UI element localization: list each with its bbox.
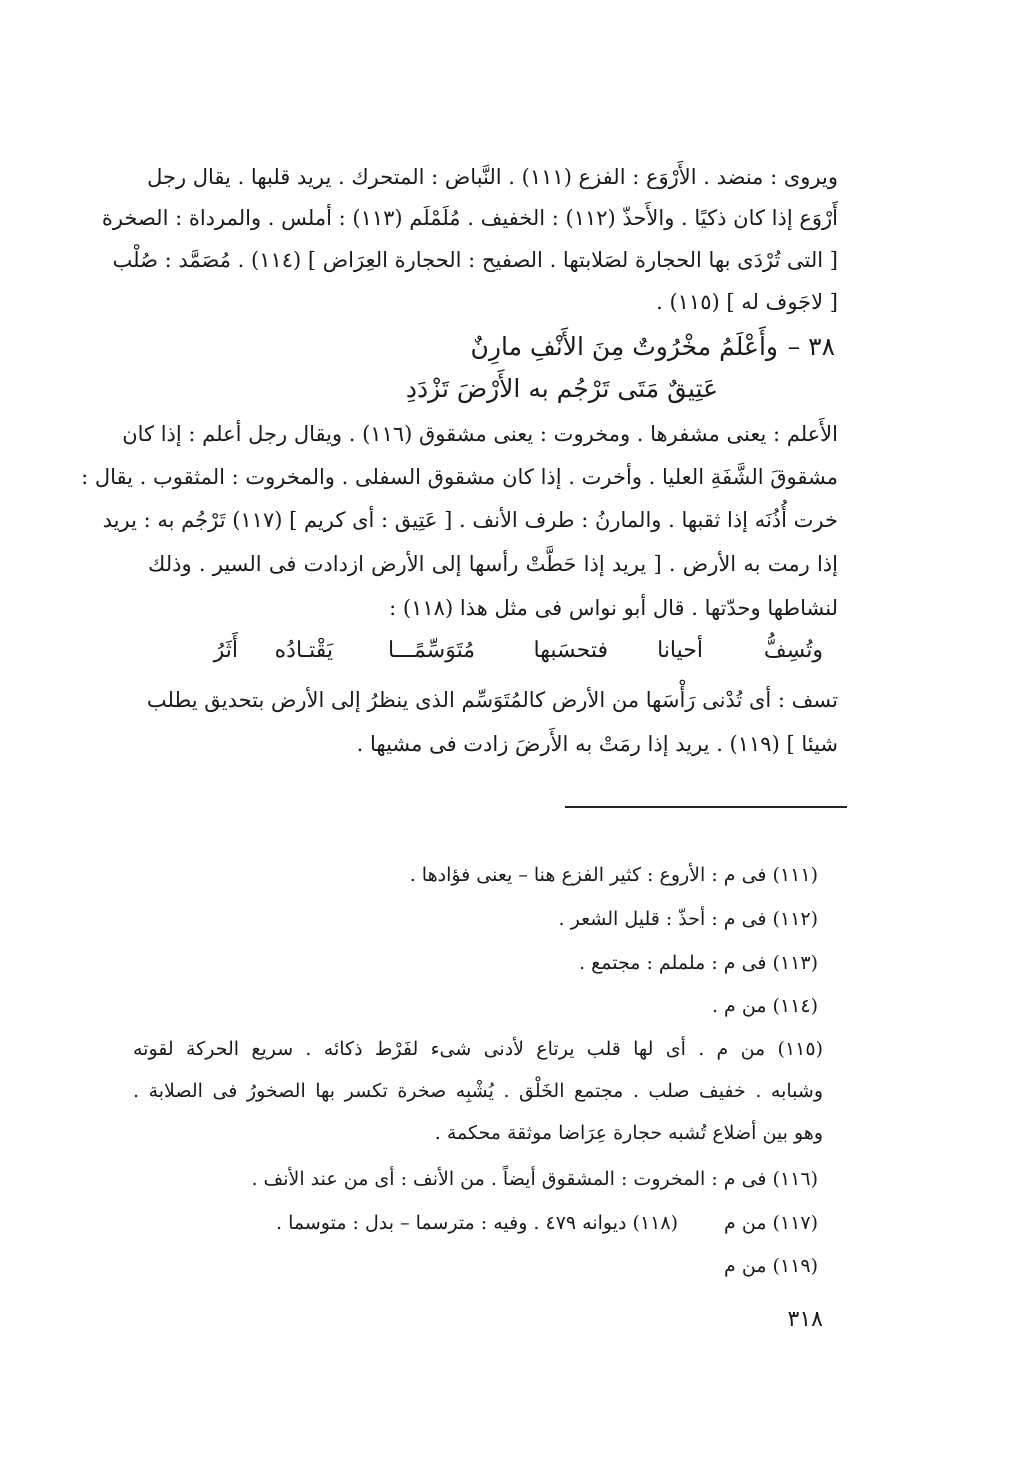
footnote-117: (١١٧) من م (724, 1212, 818, 1234)
footnote-114: (١١٤) من م . (711, 995, 818, 1017)
commentary-line-4: إذا رمت به الأرض . [ يريد إذا حَطَّتْ رأسها إلى الأرض ازدادت فى السير . وذلك (148, 552, 838, 576)
verse-number: ٣٨ – (787, 332, 835, 361)
footnote-separator (565, 806, 847, 808)
footnote-118: (١١٨) ديوانه ٤٧٩ . وفيه : مترسما – بدل : متوسما . (276, 1212, 678, 1234)
footnote-113: (١١٣) فى م : ململم : مجتمع . (579, 952, 818, 974)
quoted-verse-word-6: أَثَرُ (213, 638, 238, 663)
footnote-119: (١١٩) من م (724, 1255, 818, 1277)
footnote-116: (١١٦) فى م : المخروت : المشقوق أيضاً . من الأنف : أى من عند الأنف . (251, 1168, 818, 1190)
commentary-line-1: الأَعلم : يعنى مشفرها . ومخروت : يعنى مشقوق (١١٦) . ويقال رجل أعلم : إذا كان (122, 422, 838, 446)
verse-second-hemistich: عَتِيقٌ مَتَى تَرْجُم به الأَرْضَ تَزْدَدِ (405, 374, 718, 403)
quoted-verse-word-2: أحيانا (657, 638, 703, 663)
verse-first-hemistich: وأَعْلَمُ مخْرُوتٌ مِنَ الأَنْفِ مارِنٌ (470, 332, 778, 361)
footnote-115-line-3: وهو بين أضلاع تُشبه حجارة عِرَاضا موثقة محكمة . (434, 1122, 823, 1144)
quoted-verse-word-1: وتُسِفُّ (763, 638, 823, 663)
body-line-2: أَرْوَع إذا كان ذكيًا . والأَحذّ (١١٢) : الخفيف . مُلَمْلَم (١١٣) : أملس . والمرداة : الصخرة (101, 206, 838, 230)
quoted-verse-word-4: مُتَوَسِّمًـــا (388, 638, 475, 663)
footnote-111: (١١١) فى م : الأروع : كثير الفزع هنا – يعنى فؤادها . (409, 864, 818, 886)
quoted-verse-word-5: يَقْتـادُه (274, 638, 333, 663)
footnote-115-line-2: وشبابه . خفيف صلب . مجتمع الخَلْق . يُشْبِه صخرة تكسر بها الصخورُ فى الصلابة . (133, 1080, 823, 1102)
body-line-3: [ التى تُرْدَى بها الحجارة لصَلابتها . الصفيح : الحجارة العِرَاض ] (١١٤) . مُصَمَّد : صُلْب (112, 248, 838, 272)
footnote-112: (١١٢) فى م : أحذّ : قليل الشعر . (558, 908, 818, 930)
after-verse-line-1: تسف : أى تُدْنى رَأْسَها من الأرض كالمُتَوَسِّم الذى ينظرُ إلى الأرض بتحديق يطلب (146, 688, 838, 712)
commentary-line-2: مشقوقَ الشَّفَةِ العليا . وأخرت . إذا كان مشقوق السفلى . والمخروت : المثقوب . يقال : (81, 465, 838, 489)
commentary-line-3: خرت أُذُنَه إذا ثقبها . والمارنُ : طرف الأنف . [ عَتِيق : أى كريم ] (١١٧) تَرْجُم به : يريد (102, 508, 838, 532)
commentary-line-5: لنشاطها وحدّتها . قال أبو نواس فى مثل هذا (١١٨) : (389, 596, 838, 620)
quoted-verse-word-3: فتحسَبها (533, 638, 608, 663)
after-verse-line-2: شيئا ] (١١٩) . يريد إذا رمَتْ به الأَرضَ زادت فى مشيها . (356, 732, 838, 756)
footnote-115-line-1: (١١٥) من م . أى لها قلب يرتاع لأدنى شىء لفَرْط ذكائه . سريع الحركة لقوته (133, 1038, 823, 1060)
page-number: ٣١٨ (787, 1307, 823, 1332)
body-line-4: [ لاجَوف له ] (١١٥) . (656, 290, 838, 314)
body-line-1: ويروى : منضد . الأَرْوَع : الفزع (١١١) . النَّباض : المتحرك . يريد قلبها . يقال رجل (147, 165, 838, 189)
